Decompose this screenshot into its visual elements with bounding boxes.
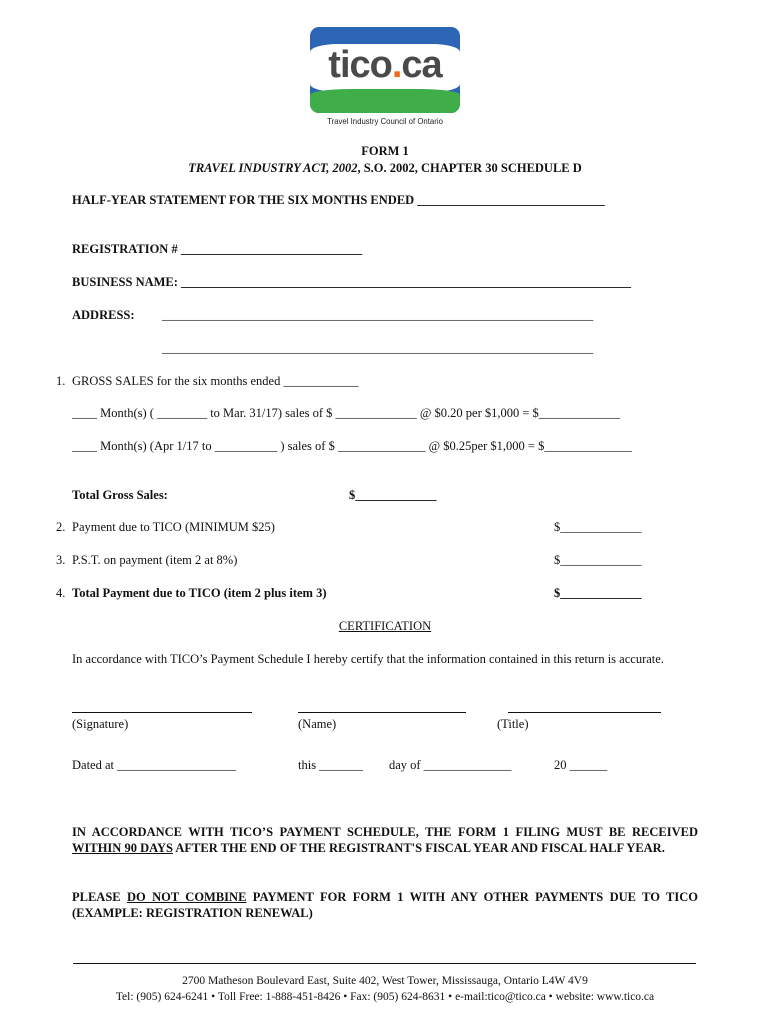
logo-brand-text: tico.ca — [328, 44, 442, 86]
item-number-4: 4. — [56, 586, 66, 600]
tico-logo — [310, 27, 460, 131]
footer-address: 2700 Matheson Boulevard East, Suite 402, West Tower, Mississauga, Ontario L4W 4V9 — [182, 975, 588, 987]
form-title: FORM 1 — [361, 144, 409, 158]
day-field[interactable]: this _______ — [298, 758, 363, 772]
footer-contact: Tel: (905) 624-6241 • Toll Free: 1-888-451-8426 • Fax: (905) 624-8631 • e-mail:tico@tico.ca • website: www.tico.ca — [115, 991, 655, 1003]
payment-combine-notice — [72, 889, 698, 921]
registration-number-field[interactable]: REGISTRATION # _____________________________ — [72, 242, 363, 256]
address-line-2[interactable]: _____________________________________________________________________ — [162, 341, 594, 355]
footer-divider — [73, 963, 696, 964]
name-line[interactable] — [298, 712, 466, 713]
title-line[interactable] — [508, 712, 661, 713]
month-field[interactable]: day of ______________ — [389, 758, 512, 772]
logo-subtitle: Travel Industry Council of Ontario — [327, 117, 443, 126]
notice-text: AFTER THE END OF THE REGISTRANT'S FISCAL YEAR AND FISCAL HALF YEAR. — [172, 841, 665, 855]
act-chapter: , S.O. 2002, CHAPTER 30 SCHEDULE D — [357, 161, 582, 175]
certification-heading: CERTIFICATION — [338, 619, 432, 633]
item-number-3: 3. — [56, 553, 66, 567]
address-line-1[interactable]: _____________________________________________________________________ — [162, 308, 594, 322]
item-number-1: 1. — [56, 374, 66, 388]
name-label: (Name) — [298, 717, 337, 731]
notice-text: PAYMENT FOR FORM 1 WITH ANY OTHER PAYMENTS DUE TO TICO (EXAMPLE: REGISTRATION RENEWAL) — [72, 890, 698, 920]
address-label: ADDRESS: — [72, 308, 135, 322]
notice-text: IN ACCORDANCE WITH TICO’S PAYMENT SCHEDULE, THE FORM 1 FILING MUST BE RECEIVED — [72, 825, 698, 839]
title-label: (Title) — [497, 717, 529, 731]
sales-row-rate-020[interactable]: ____ Month(s) ( ________ to Mar. 31/17) sales of $ _____________ @ $0.20 per $1,000 = $_____________ — [72, 406, 621, 420]
notice-emphasis: DO NOT COMBINE — [126, 890, 247, 904]
filing-deadline-notice — [72, 824, 698, 856]
logo-badge — [310, 27, 460, 113]
total-payment-label: Total Payment due to TICO (item 2 plus item 3) — [72, 586, 327, 600]
signature-line[interactable] — [72, 712, 252, 713]
total-gross-sales-field[interactable]: $_____________ — [349, 488, 437, 502]
half-year-statement[interactable]: HALF-YEAR STATEMENT FOR THE SIX MONTHS ENDED ______________________________ — [72, 193, 605, 207]
year-field[interactable]: 20 ______ — [554, 758, 608, 772]
signature-label: (Signature) — [72, 717, 129, 731]
dated-at-field[interactable]: Dated at ___________________ — [72, 758, 236, 772]
payment-due-field[interactable]: $_____________ — [554, 520, 642, 534]
certification-text: In accordance with TICO’s Payment Schedule I hereby certify that the information contained in this return is accurate. — [72, 652, 664, 666]
notice-text: PLEASE — [72, 890, 127, 904]
total-gross-sales-label: Total Gross Sales: — [72, 488, 168, 502]
item-number-2: 2. — [56, 520, 66, 534]
business-name-field[interactable]: BUSINESS NAME: ________________________________________________________________________ — [72, 275, 632, 289]
pst-field[interactable]: $_____________ — [554, 553, 642, 567]
act-reference — [0, 161, 770, 176]
pst-label: P.S.T. on payment (item 2 at 8%) — [72, 553, 238, 567]
sales-row-rate-025[interactable]: ____ Month(s) (Apr 1/17 to __________ ) sales of $ ______________ @ $0.25per $1,000 = $______________ — [72, 439, 632, 453]
payment-due-label: Payment due to TICO (MINIMUM $25) — [72, 520, 275, 534]
gross-sales-period[interactable]: GROSS SALES for the six months ended ____________ — [72, 374, 359, 388]
notice-emphasis: WITHIN 90 DAYS — [72, 841, 173, 855]
total-payment-field[interactable]: $_____________ — [554, 586, 642, 600]
act-name: TRAVEL INDUSTRY ACT, 2002 — [188, 161, 358, 175]
